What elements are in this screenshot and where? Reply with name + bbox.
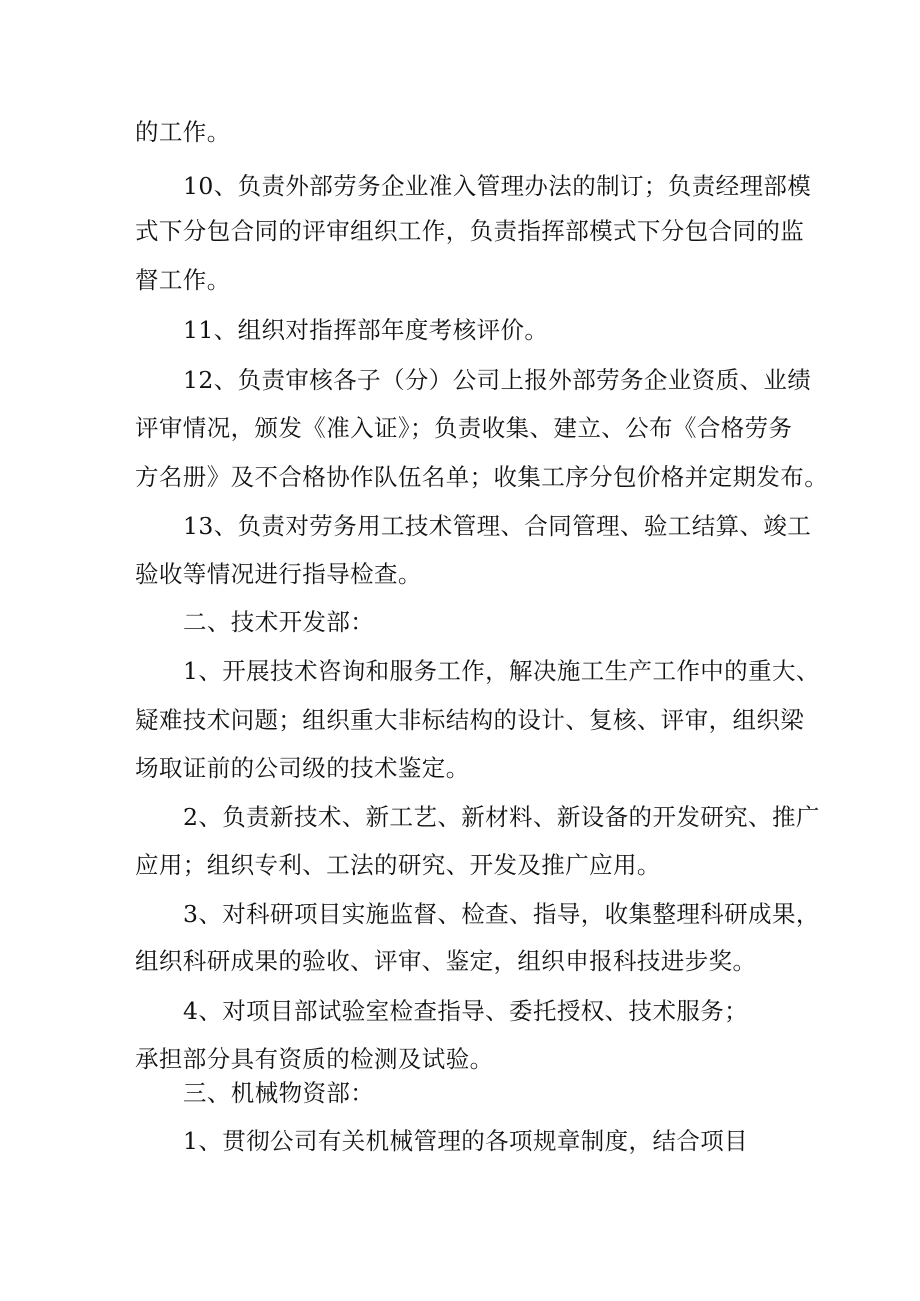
paragraph-line: 的工作。 bbox=[135, 118, 231, 146]
paragraph-line: 承担部分具有资质的检测及试验。 bbox=[135, 1045, 494, 1073]
paragraph-line: 1、开展技术咨询和服务工作，解决施工生产工作中的重大、 bbox=[183, 657, 820, 685]
paragraph-line: 3、对科研项目实施监督、检查、指导，收集整理科研成果， bbox=[183, 900, 820, 928]
paragraph-line: 13、负责对劳务用工技术管理、合同管理、验工结算、竣工 bbox=[183, 512, 812, 540]
paragraph-line: 方名册》及不合格协作队伍名单；收集工序分包价格并定期发布。 bbox=[135, 463, 829, 491]
paragraph-line: 验收等情况进行指导检查。 bbox=[135, 560, 422, 588]
paragraph-line: 2、负责新技术、新工艺、新材料、新设备的开发研究、推广 bbox=[183, 803, 820, 831]
paragraph-line: 应用；组织专利、工法的研究、开发及推广应用。 bbox=[135, 851, 661, 879]
paragraph-line: 4、对项目部试验室检查指导、委托授权、技术服务； bbox=[183, 997, 749, 1025]
paragraph-line: 评审情况，颁发《准入证》；负责收集、建立、公布《合格劳务 bbox=[135, 414, 793, 442]
section-heading: 二、技术开发部： bbox=[183, 608, 375, 636]
paragraph-line: 式下分包合同的评审组织工作，负责指挥部模式下分包合同的监 bbox=[135, 217, 805, 245]
paragraph-line: 12、负责审核各子（分）公司上报外部劳务企业资质、业绩 bbox=[183, 366, 812, 394]
paragraph-line: 疑难技术问题；组织重大非标结构的设计、复核、评审，组织梁 bbox=[135, 706, 805, 734]
paragraph-line: 10、负责外部劳务企业准入管理办法的制订；负责经理部模 bbox=[183, 172, 812, 200]
paragraph-line: 1、贯彻公司有关机械管理的各项规章制度，结合项目 bbox=[183, 1127, 749, 1155]
paragraph-line: 督工作。 bbox=[135, 266, 231, 294]
paragraph-line: 11、组织对指挥部年度考核评价。 bbox=[183, 316, 549, 344]
section-heading: 三、机械物资部： bbox=[183, 1079, 375, 1107]
paragraph-line: 场取证前的公司级的技术鉴定。 bbox=[135, 754, 470, 782]
paragraph-line: 组织科研成果的验收、评审、鉴定，组织申报科技进步奖。 bbox=[135, 947, 757, 975]
